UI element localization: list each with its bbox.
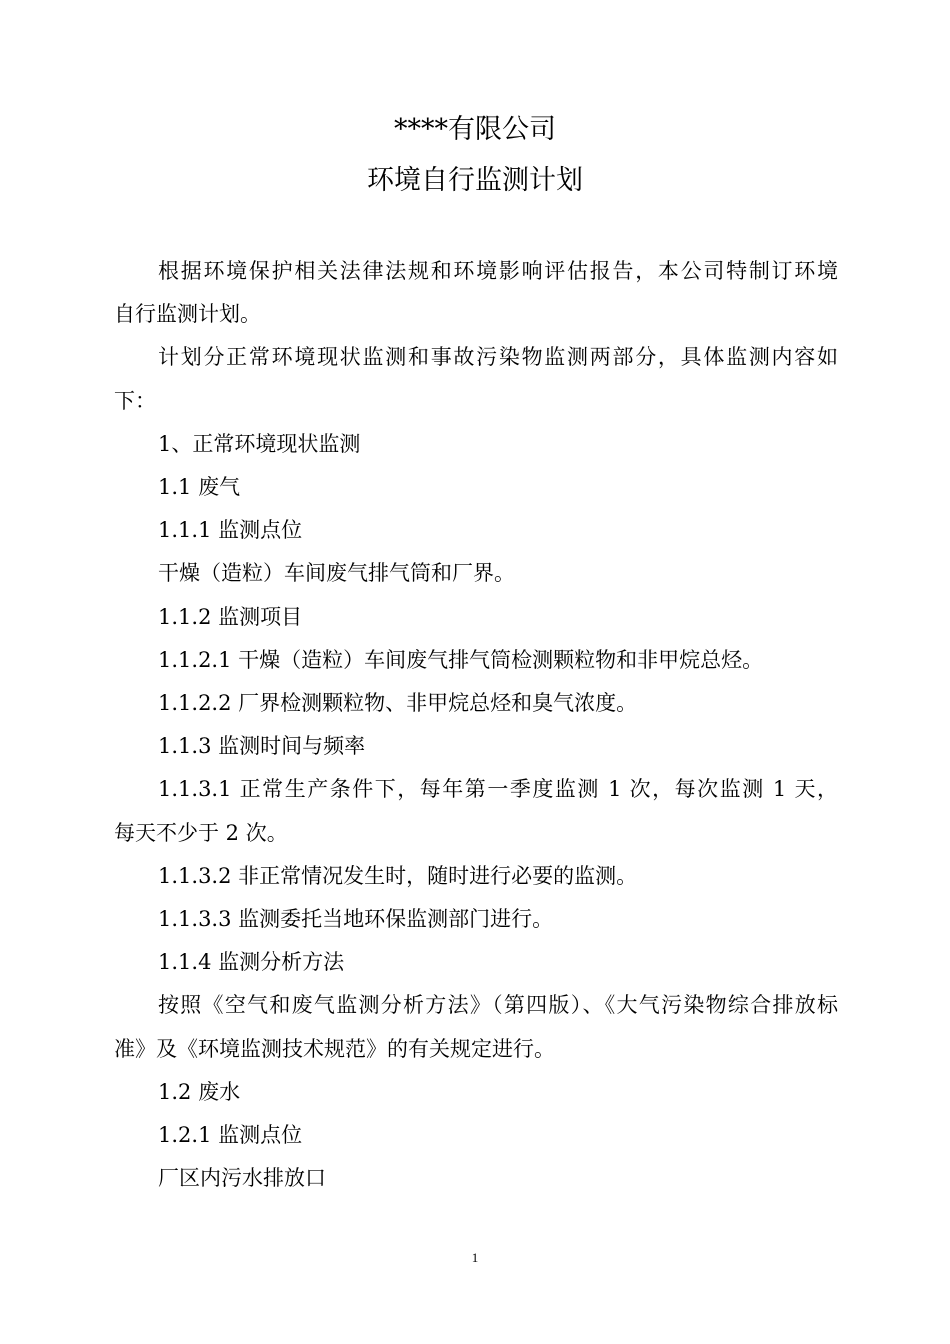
paragraph-line-p-1-1-4a: 按照《空气和废气监测分析方法》（第四版）、《大气污染物综合排放标 xyxy=(158,993,838,1018)
paragraph-line-h-1-2-1: 1.2.1 监测点位 xyxy=(158,1123,303,1148)
paragraph-line-h-1: 1、正常环境现状监测 xyxy=(158,431,361,456)
paragraph-line-p-1-1-2-2: 1.1.2.2 厂界检测颗粒物、非甲烷总烃和臭气浓度。 xyxy=(158,691,638,716)
paragraph-line-p-1-1-3-1b: 每天不少于 2 次。 xyxy=(114,820,288,845)
page-number: 1 xyxy=(471,1250,479,1265)
paragraph-line-intro-2b: 下： xyxy=(114,388,156,413)
paragraph-line-p-1-1-4b: 准》及《环境监测技术规范》的有关规定进行。 xyxy=(114,1036,555,1061)
paragraph-line-h-1-1-3: 1.1.3 监测时间与频率 xyxy=(158,734,366,759)
paragraph-line-h-1-1: 1.1 废气 xyxy=(158,475,241,500)
paragraph-line-p-1-2-1: 厂区内污水排放口 xyxy=(158,1166,326,1191)
paragraph-line-p-1-1-1: 干燥（造粒）车间废气排气筒和厂界。 xyxy=(158,561,515,586)
paragraph-line-h-1-1-2: 1.1.2 监测项目 xyxy=(158,604,303,629)
paragraph-line-h-1-2: 1.2 废水 xyxy=(158,1079,241,1104)
document-body xyxy=(114,250,838,1200)
paragraph-line-p-1-1-3-2: 1.1.3.2 非正常情况发生时，随时进行必要的监测。 xyxy=(158,863,638,888)
paragraph-line-h-1-1-1: 1.1.1 监测点位 xyxy=(158,518,303,543)
paragraph-line-intro-2a: 计划分正常环境现状监测和事故污染物监测两部分，具体监测内容如 xyxy=(158,345,838,370)
paragraph-line-h-1-1-4: 1.1.4 监测分析方法 xyxy=(158,950,345,975)
paragraph-line-intro-1a: 根据环境保护相关法律法规和环境影响评估报告，本公司特制订环境 xyxy=(158,259,838,283)
document-title: 环境自行监测计划 xyxy=(367,165,583,196)
paragraph-line-p-1-1-3-1a: 1.1.3.1 正常生产条件下，每年第一季度监测 1 次，每次监测 1 天， xyxy=(158,777,838,802)
paragraph-line-p-1-1-3-3: 1.1.3.3 监测委托当地环保监测部门进行。 xyxy=(158,907,554,932)
paragraph-line-intro-1b: 自行监测计划。 xyxy=(114,302,261,327)
paragraph-line-p-1-1-2-1: 1.1.2.1 干燥（造粒）车间废气排气筒检测颗粒物和非甲烷总烃。 xyxy=(158,647,764,672)
company-title: ****有限公司 xyxy=(394,114,556,145)
